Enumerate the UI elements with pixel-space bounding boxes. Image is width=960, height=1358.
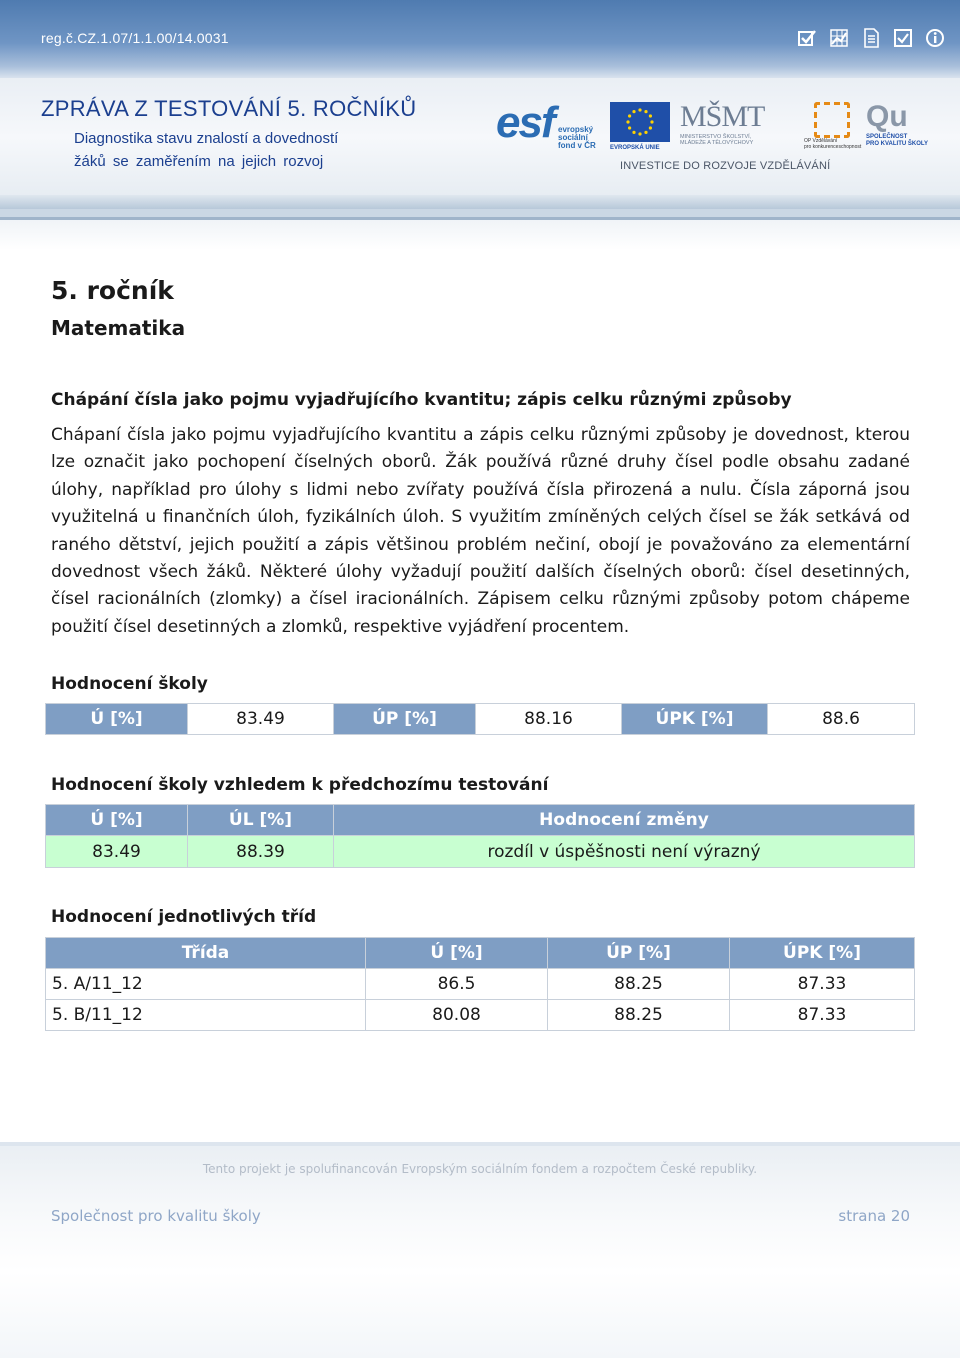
op-vk-logo: OP Vzdělávání pro konkurenceschopnost [804,102,862,156]
change-evaluation-cell: rozdíl v úspěšnosti není výrazný [334,836,915,868]
checkbox-icon[interactable] [796,27,818,49]
funding-note: Tento projekt je spolufinancován Evropským sociálním fondem a rozpočtem České republiky. [202,1162,758,1176]
table-cell: 83.49 [46,836,188,868]
table-cell: 87.33 [730,969,915,1000]
report-subtitle-line2: žáků se zaměřením na jejich rozvoj [74,153,324,170]
header-toolbar [796,27,946,49]
table-row [46,836,915,868]
class-name-cell: 5. A/11_12 [46,969,366,1000]
table-header-cell: ÚP [%] [334,704,476,735]
table-cell: 83.49 [188,704,334,735]
table-header-cell: Třída [46,938,366,969]
report-subtitle-line1: Diagnostika stavu znalostí a dovedností [74,130,339,147]
table-header-row [46,938,915,969]
table-header-cell: ÚPK [%] [730,938,915,969]
page-number: strana 20 [838,1207,910,1225]
topic-description: Chápaní čísla jako pojmu vyjadřujícího kvantitu a zápis celku různými způsoby je dovednost, kterou lze označit jako pochopení číselných oborů. Žák používá různé druhy čísel podle obsahu zadané úlohy, například pro úlohy s lidmi nebo zvířaty používá čísla přirozená a nulu. Čísla záporná jsou využitelná u finančních úloh, fyzikálních úloh. S využitím zmíněných celých čísel se žák setkává od raného dětství, jejich použití a zápis většinou problém nečiní, obojí je považováno za elementární dovednost všech žáků. Některé úlohy vyžadují použití dalších číselných oborů: čísel desetinných, čísel racionálních (zlomky) a čísel iracionálních. Zápisem celku různými způsoby potom chápeme použití čísel desetinných a zlomků, respektive vyjádření procentem. [51,425,910,637]
organization-name: Společnost pro kvalitu školy [51,1207,261,1225]
school-eval-table [45,703,915,735]
table-header-cell: ÚPK [%] [622,704,768,735]
msmt-logo: MŠMT MINISTERSTVO ŠKOLSTVÍ, MLÁDEŽE A TĚLOVÝCHOVY [680,100,765,146]
table-header-cell: ÚL [%] [188,805,334,836]
document-icon[interactable] [860,27,882,49]
info-icon[interactable] [924,27,946,49]
eu-flag-icon [610,102,670,142]
comparison-heading: Hodnocení školy vzhledem k předchozímu testování [51,775,549,795]
eu-flag-logo: EVROPSKÁ UNIE [610,102,674,156]
registration-number: reg.č.CZ.1.07/1.1.00/14.0031 [41,30,229,46]
esf-logo: esf evropský sociální fond v ČR [496,98,596,150]
check-icon[interactable] [892,27,914,49]
table-cell: 88.39 [188,836,334,868]
table-cell: 80.08 [366,1000,548,1031]
classes-heading: Hodnocení jednotlivých tříd [51,907,317,927]
table-header-row [46,805,915,836]
table-row [46,1000,915,1031]
table-header-cell: ÚP [%] [548,938,730,969]
header-stripe [0,195,960,209]
report-title: ZPRÁVA Z TESTOVÁNÍ 5. ROČNÍKŮ [41,96,417,121]
table-cell: 88.6 [768,704,915,735]
topic-heading: Chápání čísla jako pojmu vyjadřujícího kvantitu; zápis celku různými způsoby [51,390,792,410]
classes-table [45,937,915,1031]
table-header-cell: Ú [%] [46,805,188,836]
table-header-cell: Ú [%] [366,938,548,969]
esf-logo-mark: esf [496,98,554,147]
table-cell: 88.16 [476,704,622,735]
class-name-cell: 5. B/11_12 [46,1000,366,1031]
investment-slogan: INVESTICE DO ROZVOJE VZDĚLÁVÁNÍ [620,160,831,172]
table-cell: 87.33 [730,1000,915,1031]
grade-heading: 5. ročník [51,276,174,305]
table-cell: 88.25 [548,1000,730,1031]
table-cell: 86.5 [366,969,548,1000]
quality-school-logo: Qu SPOLEČNOST PRO KVALITU ŠKOLY [866,100,929,147]
table-row [46,969,915,1000]
table-cell: 88.25 [548,969,730,1000]
table-row [46,704,915,735]
page-header [0,0,960,250]
subject-heading: Matematika [51,316,186,340]
table-header-cell: Ú [%] [46,704,188,735]
sponsor-logos [496,96,936,176]
chart-icon[interactable] [828,27,850,49]
school-eval-heading: Hodnocení školy [51,674,208,694]
comparison-table [45,804,915,868]
table-header-cell: Hodnocení změny [334,805,915,836]
